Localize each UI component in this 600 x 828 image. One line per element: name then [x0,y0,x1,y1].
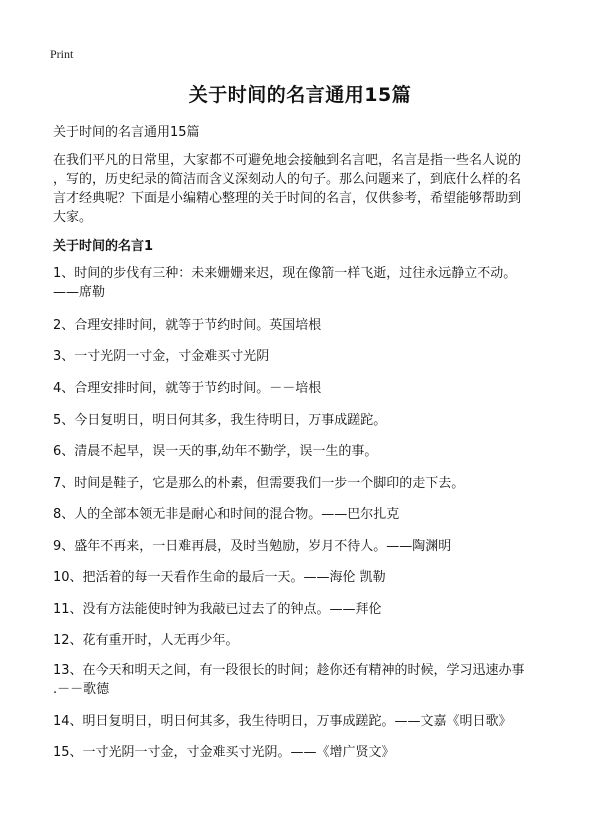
document-subtitle: 关于时间的名言通用15篇 [53,125,200,140]
quote-text: 15、一寸光阴一寸金，寸金难买寸光阴。——《增广贤文》 [53,745,395,760]
document-title: 关于时间的名言通用15篇 [188,84,412,106]
quote-item [53,537,563,556]
quote-item [53,347,563,366]
intro-line: 言才经典呢？下面是小编精心整理的关于时间的名言，仅供参考，希望能够帮助到 [53,191,522,206]
quote-text: 4、合理安排时间，就等于节约时间。－－培根 [53,381,322,396]
quote-item [53,661,563,699]
quote-item [53,743,563,762]
quote-item [53,264,563,302]
quote-text: 10、把活着的每一天看作生命的最后一天。——海伦 凯勒 [53,570,386,585]
quote-item [53,411,563,430]
quote-attribution: .－－歌德 [53,682,110,697]
intro-line: 在我们平凡的日常里，大家都不可避免地会接触到名言吧，名言是指一些名人说的 [53,153,522,168]
quote-item [53,568,563,587]
quote-text: 2、合理安排时间，就等于节约时间。英国培根 [53,318,322,333]
quote-text: 5、今日复明日，明日何其多，我生待明日，万事成蹉跎。 [53,413,387,428]
quote-text: 3、一寸光阴一寸金，寸金难买寸光阴 [53,349,270,364]
quote-text: 11、没有方法能使时钟为我敲已过去了的钟点。——拜伦 [53,602,382,617]
quote-item [53,712,563,731]
quote-text: 13、在今天和明天之间，有一段很长的时间；趁你还有精神的时候，学习迅速办事 [53,663,525,678]
quote-item [53,474,563,493]
quote-attribution: ——席勒 [53,285,106,300]
quote-item [53,505,563,524]
quote-text: 1、时间的步伐有三种：未来姗姗来迟，现在像箭一样飞逝，过往永远静立不动。 [53,266,517,281]
quote-item [53,316,563,335]
quote-text: 9、盛年不再来，一日难再晨，及时当勉励，岁月不待人。——陶渊明 [53,539,452,554]
quote-item [53,631,563,650]
quote-text: 12、花有重开时，人无再少年。 [53,633,239,648]
quote-item [53,442,563,461]
quote-text: 14、明日复明日，明日何其多，我生待明日，万事成蹉跎。——文嘉《明日歌》 [53,714,512,729]
intro-paragraph [53,151,558,227]
intro-line: 大家。 [53,210,93,225]
quote-text: 7、时间是鞋子，它是那么的朴素，但需要我们一步一个脚印的走下去。 [53,476,465,491]
quote-item [53,379,563,398]
quote-item [53,600,563,619]
quote-text: 8、人的全部本领无非是耐心和时间的混合物。——巴尔扎克 [53,507,400,522]
quote-text: 6、清晨不起早，误一天的事,幼年不勤学，误一生的事。 [53,444,378,459]
intro-line: ，写的，历史纪录的简洁而含义深刻动人的句子。那么问题来了，到底什么样的名 [53,172,522,187]
section-heading: 关于时间的名言1 [53,239,154,254]
print-label: Print [50,47,74,61]
